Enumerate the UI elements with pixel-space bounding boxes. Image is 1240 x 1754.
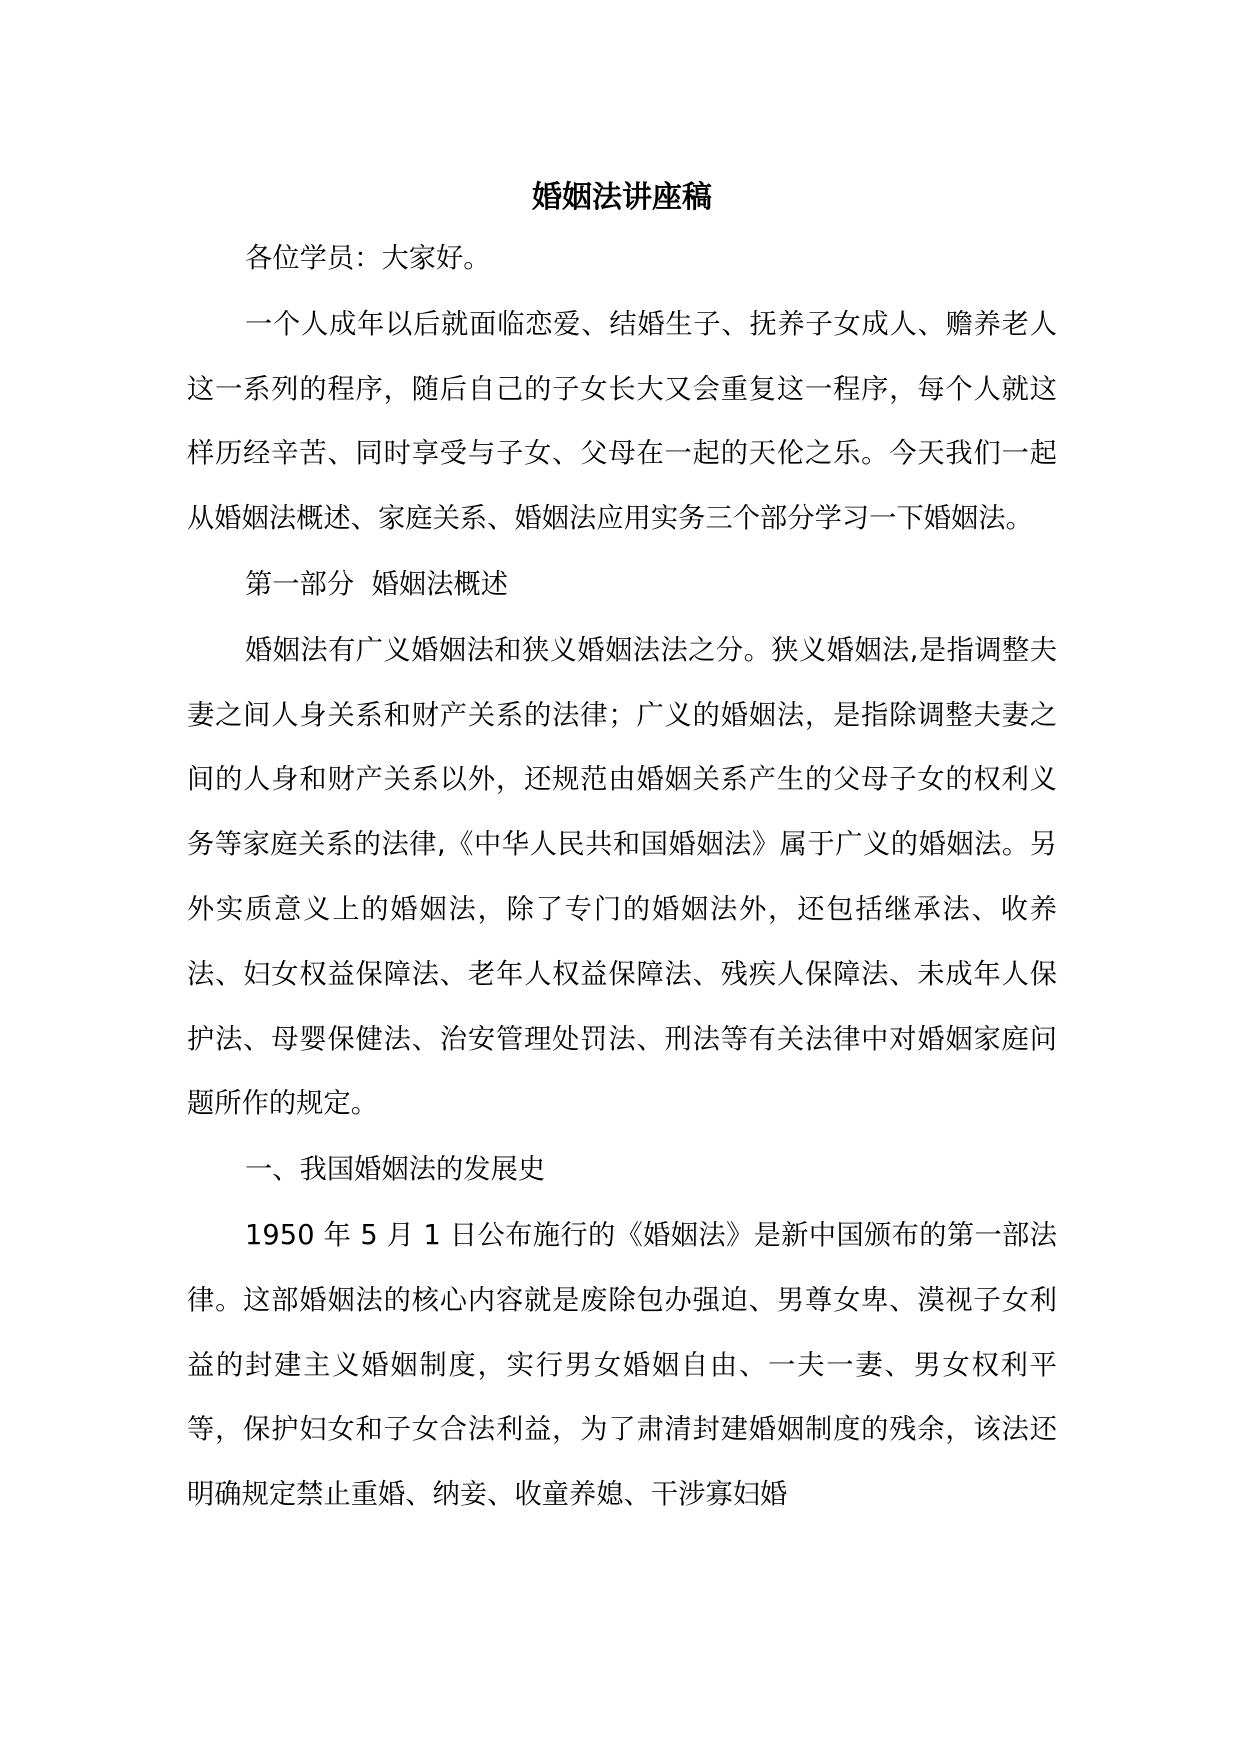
section-heading: 第一部分 婚姻法概述: [245, 568, 509, 600]
history-paragraph: 1950 年 5 月 1 日公布施行的《婚姻法》是新中国颁布的第一部法律。这部婚姻法的核心内容就是废除包办强迫、男尊女卑、漠视子女利益的封建主义婚姻制度，实行男女婚姻自由、一夫一妻、男女权利平等，保护妇女和子女合法利益，为了肃清封建婚姻制度的残余，该法还明确规定禁止重婚、纳妾、收童养媳、干涉寡妇婚: [187, 1219, 1057, 1511]
subsection-heading: 一、我国婚姻法的发展史: [245, 1154, 546, 1186]
intro-paragraph: 一个人成年以后就面临恋爱、结婚生子、抚养子女成人、赡养老人这一系列的程序，随后自己的子女长大又会重复这一程序，每个人就这样历经辛苦、同时享受与子女、父母在一起的天伦之乐。今天我们一起从婚姻法概述、家庭关系、婚姻法应用实务三个部分学习一下婚姻法。: [187, 308, 1057, 535]
definition-paragraph: 婚姻法有广义婚姻法和狭义婚姻法法之分。狭义婚姻法,是指调整夫妻之间人身关系和财产关系的法律；广义的婚姻法，是指除调整夫妻之间的人身和财产关系以外，还规范由婚姻关系产生的父母子女的权利义务等家庭关系的法律,《中华人民共和国婚姻法》属于广义的婚姻法。另外实质意义上的婚姻法，除了专门的婚姻法外，还包括继承法、收养法、妇女权益保障法、老年人权益保障法、残疾人保障法、未成年人保护法、母婴保健法、治安管理处罚法、刑法等有关法律中对婚姻家庭问题所作的规定。: [187, 634, 1057, 1120]
greeting-paragraph: 各位学员：大家好。: [245, 243, 491, 274]
document-body: [187, 172, 1057, 1529]
document-title: 婚姻法讲座稿: [532, 180, 712, 215]
